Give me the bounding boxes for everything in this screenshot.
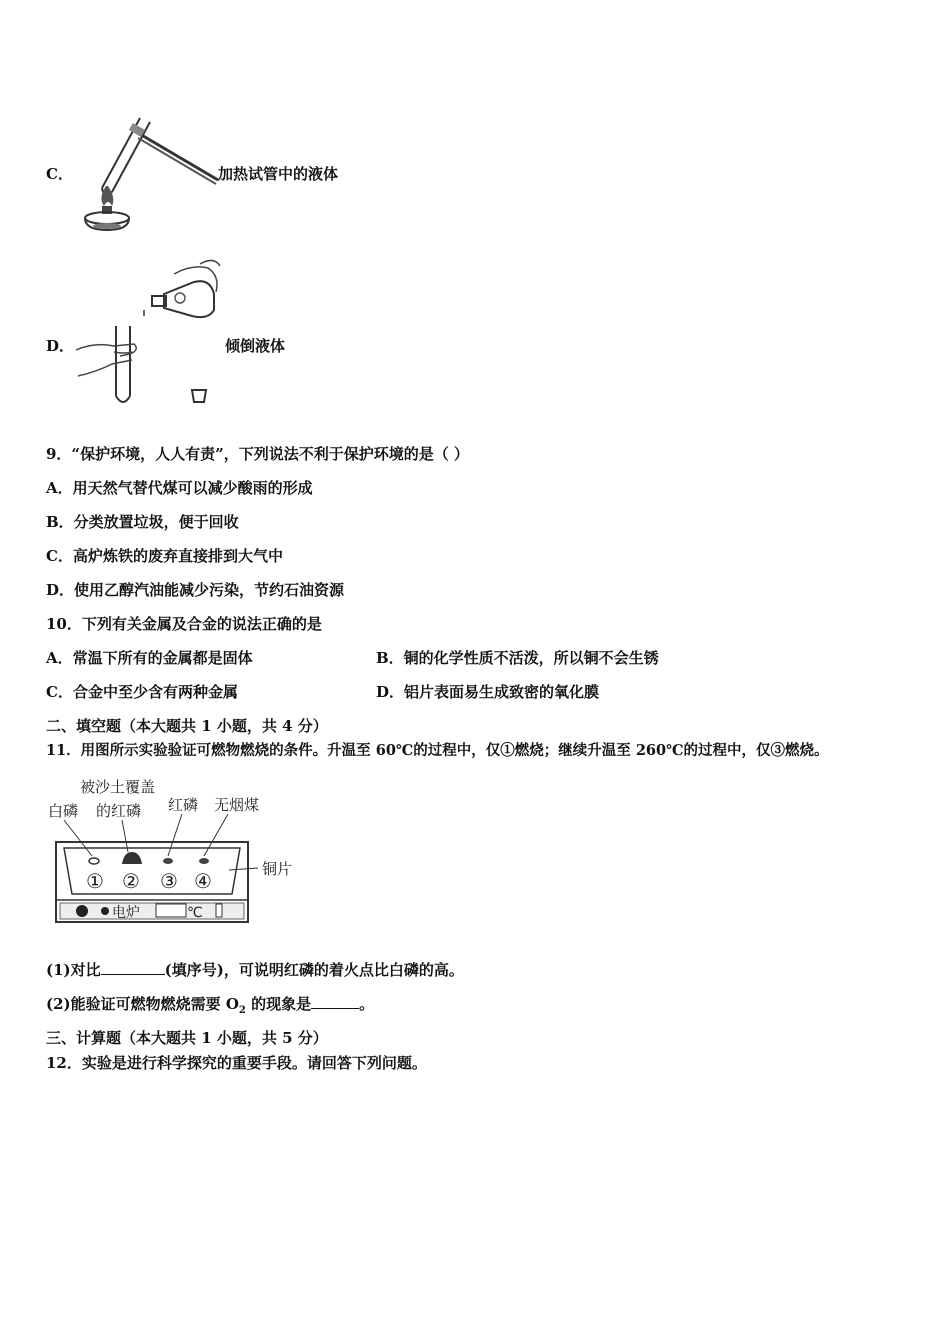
q11-stem: 11．用图所示实验验证可燃物燃烧的条件。升温至 60℃的过程中，仅①燃烧；继续升温至 260℃的过程中，仅③燃烧。 — [46, 742, 829, 759]
power-knob-icon — [76, 905, 88, 917]
q11-sub1-suffix: (填序号)，可说明红磷的着火点比白磷的高。 — [164, 961, 464, 979]
q11-sub2-suffix: 。 — [359, 995, 375, 1013]
label-covered-red-phosphorus: 的红磷 — [96, 802, 142, 820]
red-phosphorus-sample — [163, 858, 173, 864]
flame-icon — [101, 186, 113, 206]
q10-option-d: D．铝片表面易生成致密的氧化膜 — [376, 683, 600, 701]
o2-subscript: 2 — [238, 1005, 246, 1016]
alcohol-lamp-icon — [85, 206, 129, 230]
label-white-phosphorus: 白磷 — [48, 802, 79, 820]
option-d-caption: 倾倒液体 — [225, 337, 286, 355]
furnace-label: 电炉 — [112, 905, 140, 921]
q11-sub2-middle: 的现象是 — [245, 995, 312, 1013]
reagent-bottle-icon — [144, 281, 214, 317]
label-red-phosphorus: 红磷 — [168, 796, 199, 814]
q11-subquestion-1 — [46, 960, 464, 980]
label-anthracite: 无烟煤 — [214, 796, 260, 814]
circle-number-1: ① — [86, 869, 104, 893]
q11-sub2-answer-blank[interactable] — [311, 994, 359, 1009]
covered-red-phosphorus-sample — [122, 852, 142, 864]
q10-option-b: B．铜的化学性质不活泼，所以铜不会生锈 — [376, 649, 659, 667]
lower-hand-icon — [76, 344, 136, 376]
q10-option-a: A．常温下所有的金属都是固体 — [46, 649, 253, 667]
section-2-heading: 二、填空题（本大题共 1 小题，共 4 分） — [46, 717, 328, 735]
pouring-liquid-figure — [74, 254, 224, 406]
q9-option-d: D．使用乙醇汽油能减少污染，节约石油资源 — [46, 581, 345, 599]
switch-icon — [216, 904, 222, 917]
temperature-unit: ℃ — [187, 905, 203, 921]
q11-sub2-prefix: (2)能验证可燃物燃烧需要 O — [46, 995, 239, 1013]
heating-test-tube-figure — [78, 108, 223, 233]
indicator-light-icon — [101, 907, 109, 915]
combustion-experiment-diagram — [44, 772, 314, 930]
q10-stem: 10．下列有关金属及合金的说法正确的是 — [46, 615, 322, 633]
white-phosphorus-sample — [89, 858, 99, 864]
test-tube-holder-icon — [129, 123, 218, 184]
option-c-label: C． — [46, 165, 73, 183]
q11-sub1-answer-blank[interactable] — [101, 960, 165, 975]
q10-option-c: C．合金中至少含有两种金属 — [46, 683, 238, 701]
q12-stem: 12．实验是进行科学探究的重要手段。请回答下列问题。 — [46, 1054, 427, 1072]
label-covered: 被沙土覆盖 — [80, 778, 156, 796]
circle-number-2: ② — [122, 869, 140, 893]
q11-sub1-prefix: (1)对比 — [46, 961, 101, 979]
test-tube-icon — [116, 326, 130, 402]
label-copper-sheet: 铜片 — [262, 860, 293, 878]
q11-subquestion-2 — [46, 994, 374, 1021]
q9-option-c: C．高炉炼铁的废弃直接排到大气中 — [46, 547, 283, 565]
q9-option-a: A．用天然气替代煤可以减少酸雨的形成 — [46, 479, 313, 497]
temperature-display — [156, 904, 186, 917]
q9-option-b: B．分类放置垃圾，便于回收 — [46, 513, 239, 531]
anthracite-sample — [199, 858, 209, 864]
bottle-stopper-icon — [192, 390, 206, 402]
option-d-label: D． — [46, 337, 75, 355]
circle-number-3: ③ — [160, 869, 178, 893]
q9-stem: 9．“保护环境，人人有责”，下列说法不利于保护环境的是（ ） — [46, 445, 469, 463]
section-3-heading: 三、计算题（本大题共 1 小题，共 5 分） — [46, 1029, 328, 1047]
circle-number-4: ④ — [194, 869, 212, 893]
option-c-caption: 加热试管中的液体 — [218, 165, 339, 183]
